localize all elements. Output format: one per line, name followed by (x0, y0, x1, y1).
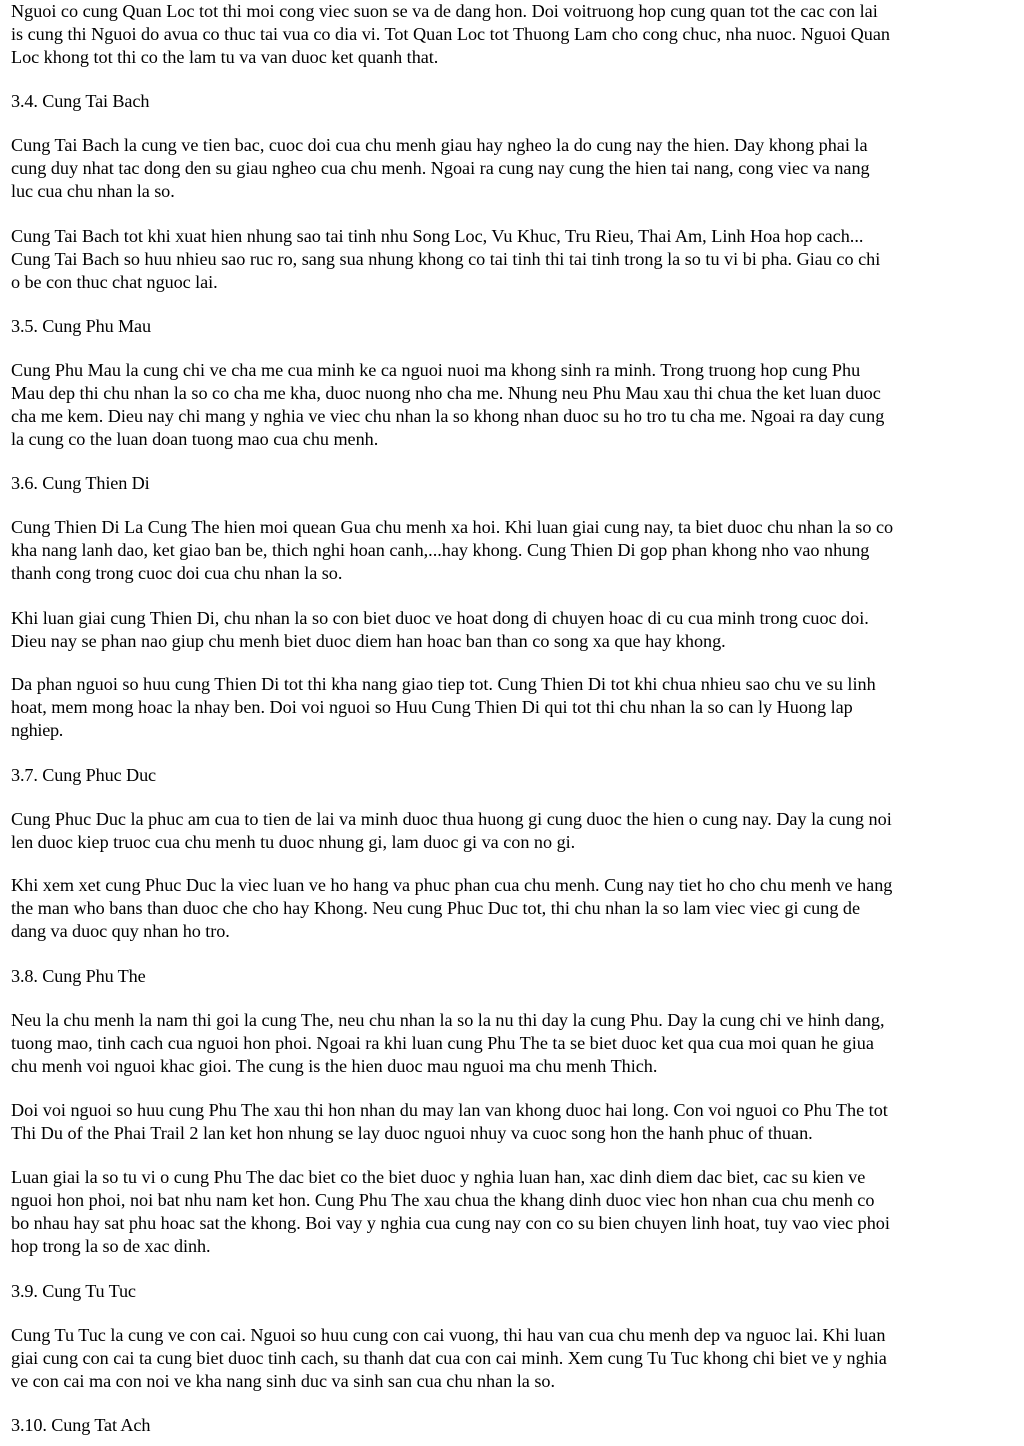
text-line: Cung Phu Mau la cung chi ve cha me cua minh ke ca nguoi nuoi ma khong sinh ra minh. Trong truong hop cung Phu (11, 360, 861, 380)
text-line: giai cung con cai ta cung biet duoc tinh cach, su thanh dat cua con cai minh. Xem cung Tu Tuc khong chi biet ve y nghia (11, 1348, 887, 1368)
text-line: 3.10. Cung Tat Ach (11, 1415, 151, 1435)
body-paragraph (11, 874, 1021, 943)
text-line: Nguoi co cung Quan Loc tot thi moi cong viec suon se va de dang hon. Doi voitruong hop cung quan tot the cac con lai (11, 1, 878, 21)
body-paragraph (11, 607, 1021, 653)
text-line: bo nhau hay sat phu hoac sat the khong. Boi vay y nghia cua cung nay con co su bien chuyen linh hoat, tuy vao viec phoi (11, 1213, 890, 1233)
body-paragraph (11, 1324, 1021, 1393)
text-line: hoat, mem mong hoac la nhay ben. Doi voi nguoi so Huu Cung Thien Di qui tot thi chu nhan la so can ly Huong lap (11, 697, 853, 717)
text-line: cha me kem. Dieu nay chi mang y nghia ve viec chu nhan la so khong nhan duoc su ho tro tu cha me. Ngoai ra day cung (11, 406, 885, 426)
text-line: o be con thuc chat nguoc lai. (11, 272, 218, 292)
body-paragraph (11, 516, 1021, 585)
text-line: nguoi hon phoi, noi bat nhu nam ket hon. Cung Phu The xau chua the khang dinh duoc viec hon nhan cua chu menh co (11, 1190, 875, 1210)
text-line: len duoc kiep truoc cua chu menh tu duoc nhung gi, lam duoc gi va con no gi. (11, 832, 576, 852)
text-line: Cung Thien Di La Cung The hien moi quean Gua chu menh xa hoi. Khi luan giai cung nay, ta biet duoc chu nhan la so co (11, 517, 894, 537)
body-paragraph (11, 0, 1021, 69)
text-line: the man who bans than duoc che cho hay Khong. Neu cung Phuc Duc tot, thi chu nhan la so lam viec viec gi cung de (11, 898, 861, 918)
text-line: Da phan nguoi so huu cung Thien Di tot thi kha nang giao tiep tot. Cung Thien Di tot khi chua nhieu sao chu ve su linh (11, 674, 876, 694)
text-line: Neu la chu menh la nam thi goi la cung The, neu chu nhan la so la nu thi day la cung Phu. Day la cung chi ve hinh dang, (11, 1010, 885, 1030)
section-heading (11, 90, 1021, 113)
text-line: luc cua chu nhan la so. (11, 181, 175, 201)
text-line: Cung Tu Tuc la cung ve con cai. Nguoi so huu cung con cai vuong, thi hau van cua chu menh dep va nguoc lai. Khi luan (11, 1325, 886, 1345)
body-paragraph (11, 808, 1021, 854)
text-line: Khi xem xet cung Phuc Duc la viec luan ve ho hang va phuc phan cua chu menh. Cung nay tiet ho cho chu menh ve hang (11, 875, 893, 895)
text-line: nghiep. (11, 720, 64, 740)
text-line: thanh cong trong cuoc doi cua chu nhan la so. (11, 563, 343, 583)
text-line: dang va duoc quy nhan ho tro. (11, 921, 230, 941)
text-line: 3.8. Cung Phu The (11, 966, 146, 986)
text-line: Cung Phuc Duc la phuc am cua to tien de lai va minh duoc thua huong gi cung duoc the hien o cung nay. Day la cung noi (11, 809, 892, 829)
text-line: 3.4. Cung Tai Bach (11, 91, 150, 111)
text-line: la cung co the luan doan tuong mao cua chu menh. (11, 429, 379, 449)
text-line: 3.7. Cung Phuc Duc (11, 765, 157, 785)
section-heading (11, 1280, 1021, 1303)
text-line: Khi luan giai cung Thien Di, chu nhan la so con biet duoc ve hoat dong di chuyen hoac di cu cua minh trong cuoc doi. (11, 608, 869, 628)
text-line: ve con cai ma con noi ve kha nang sinh duc va sinh san cua chu nhan la so. (11, 1371, 555, 1391)
text-line: Doi voi nguoi so huu cung Phu The xau thi hon nhan du may lan van khong duoc hai long. Con voi nguoi co Phu The tot (11, 1100, 888, 1120)
body-paragraph (11, 134, 1021, 203)
text-line: kha nang lanh dao, ket giao ban be, thich nghi hoan canh,...hay khong. Cung Thien Di gop phan khong nho vao nhung (11, 540, 870, 560)
body-paragraph (11, 1166, 1021, 1258)
text-line: 3.5. Cung Phu Mau (11, 316, 151, 336)
section-heading (11, 965, 1021, 988)
body-paragraph (11, 1099, 1021, 1145)
text-line: hop trong la so de xac dinh. (11, 1236, 211, 1256)
text-line: is cung thi Nguoi do avua co thuc tai vua co dia vi. Tot Quan Loc tot Thuong Lam cho cong chuc, nha nuoc. Nguoi Quan (11, 24, 890, 44)
section-heading (11, 315, 1021, 338)
text-line: Mau dep thi chu nhan la so co cha me kha, duoc nuong nho cha me. Nhung neu Phu Mau xau thi chua the ket luan duoc (11, 383, 881, 403)
text-line: Dieu nay se phan nao giup chu menh biet duoc diem han hoac ban than co song xa que hay khong. (11, 631, 726, 651)
text-line: Loc khong tot thi co the lam tu va van duoc ket quanh that. (11, 47, 439, 67)
text-line: tuong mao, tinh cach cua nguoi hon phoi. Ngoai ra khi luan cung Phu The ta se biet duoc ket qua cua moi quan he giua (11, 1033, 874, 1053)
text-line: cung duy nhat tac dong den su giau ngheo cua chu menh. Ngoai ra cung nay cung the hien tai nang, cong viec va nang (11, 158, 870, 178)
body-paragraph (11, 225, 1021, 294)
text-line: 3.9. Cung Tu Tuc (11, 1281, 136, 1301)
text-line: chu menh voi nguoi khac gioi. The cung is the hien duoc mau nguoi ma chu menh Thich. (11, 1056, 658, 1076)
body-paragraph (11, 1009, 1021, 1078)
text-line: Luan giai la so tu vi o cung Phu The dac biet co the biet duoc y nghia luan han, xac dinh diem dac biet, cac su kien ve (11, 1167, 866, 1187)
text-line: Cung Tai Bach la cung ve tien bac, cuoc doi cua chu menh giau hay ngheo la do cung nay the hien. Day khong phai la (11, 135, 868, 155)
text-line: 3.6. Cung Thien Di (11, 473, 150, 493)
body-paragraph (11, 673, 1021, 742)
text-line: Cung Tai Bach so huu nhieu sao ruc ro, sang sua nhung khong co tai tinh thi tai tinh trong la so tu vi bi pha. Giau co chi (11, 249, 881, 269)
section-heading (11, 472, 1021, 495)
section-heading (11, 764, 1021, 787)
body-paragraph (11, 359, 1021, 451)
text-line: Thi Du of the Phai Trail 2 lan ket hon nhung se lay duoc nguoi nhuy va cuoc song hon the hanh phuc of thuan. (11, 1123, 813, 1143)
section-heading (11, 1414, 1021, 1437)
text-line: Cung Tai Bach tot khi xuat hien nhung sao tai tinh nhu Song Loc, Vu Khuc, Tru Rieu, Thai Am, Linh Hoa hop cach... (11, 226, 864, 246)
